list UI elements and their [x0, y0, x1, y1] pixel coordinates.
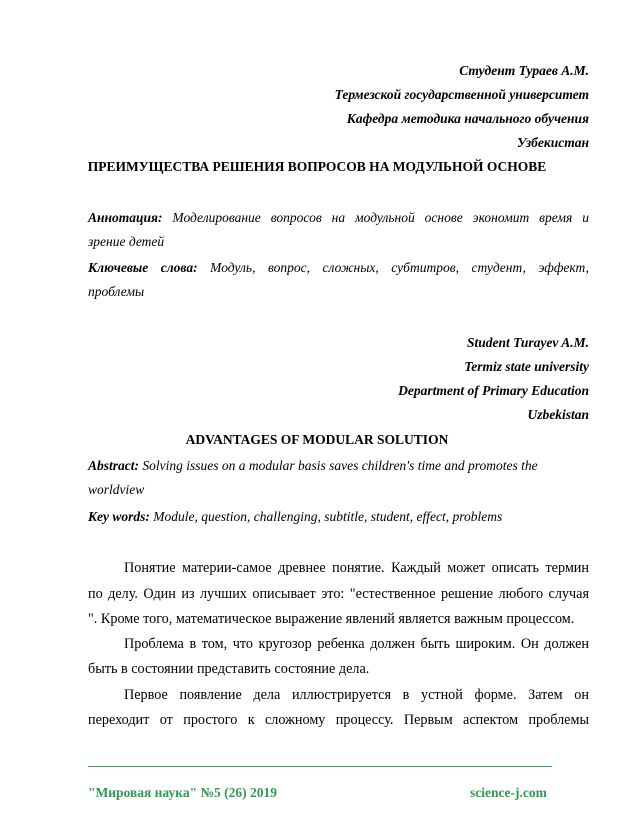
body-p2-line2: быть в состоянии представить состояние дела.: [88, 661, 370, 677]
en-abstract-line1: [88, 457, 538, 475]
body-p3-line1: Первое появление дела иллюстрируется в устной форме. Затем он: [124, 687, 589, 703]
ru-author: Студент Тураев А.М.: [459, 63, 589, 78]
ru-country: Узбекистан: [516, 135, 589, 150]
body-p1-line1: Понятие материи-самое древнее понятие. Каждый может описать термин: [124, 560, 589, 576]
ru-department: Кафедра методика начального обучения: [346, 111, 589, 126]
ru-abstract-text: Моделирование вопросов на модульной основе экономит время и: [172, 210, 589, 225]
en-title: ADVANTAGES OF MODULAR SOLUTION: [185, 432, 449, 447]
en-department: Department of Primary Education: [398, 383, 589, 398]
ru-keywords-line1: [88, 259, 589, 277]
en-university: Termiz state university: [464, 359, 589, 374]
ru-abstract-line1: [88, 209, 589, 227]
ru-keywords-line2: проблемы: [88, 284, 145, 299]
footer-journal: "Мировая наука" №5 (26) 2019: [88, 785, 277, 800]
ru-university: Термезской государственной университет: [334, 87, 589, 102]
en-abstract-line2: worldview: [88, 482, 145, 497]
en-abstract-text: Solving issues on a modular basis saves children's time and promotes the: [142, 458, 538, 473]
body-p1-line3: ". Кроме того, математическое выражение явлений является важным процессом.: [88, 611, 575, 627]
body-p1-line2: по делу. Один из лучших описывает это: "естественное решение любого случая: [88, 586, 589, 602]
ru-abstract-line2: зрение детей: [88, 234, 165, 249]
en-abstract-label: Abstract:: [88, 458, 140, 473]
ru-title: ПРЕИМУЩЕСТВА РЕШЕНИЯ ВОПРОСОВ НА МОДУЛЬНОЙ ОСНОВЕ: [87, 159, 547, 174]
en-keywords-text: Module, question, challenging, subtitle, student, effect, problems: [153, 509, 503, 524]
body-p3-line2: переходит от простого к сложному процессу. Первым аспектом проблемы: [88, 712, 589, 728]
en-author: Student Turayev A.M.: [466, 335, 589, 350]
ru-keywords-text: Модуль, вопрос, сложных, субтитров, студент, эффект,: [210, 260, 590, 275]
footer-divider: [88, 766, 552, 767]
ru-abstract-label: Аннотация:: [88, 210, 163, 225]
body-p2-line1: Проблема в том, что кругозор ребенка должен быть широким. Он должен: [124, 636, 589, 652]
ru-keywords-label: Ключевые слова:: [88, 260, 198, 275]
footer-site-link[interactable]: science-j.com: [470, 785, 547, 800]
en-keywords-line: [88, 508, 502, 526]
en-country: Uzbekistan: [527, 407, 589, 422]
en-keywords-label: Key words:: [88, 509, 150, 524]
